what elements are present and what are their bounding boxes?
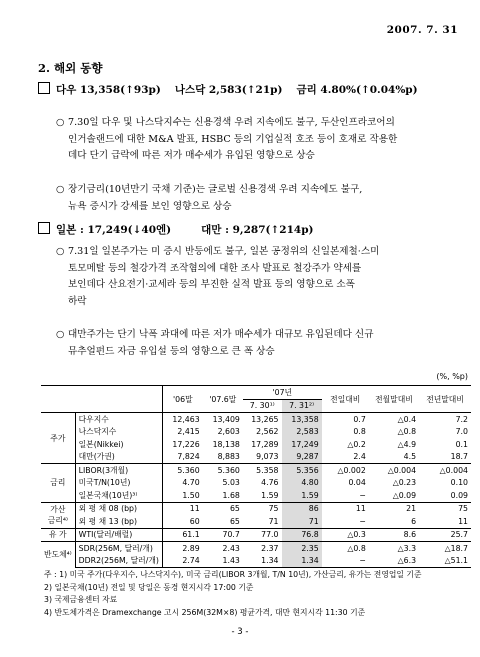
row-item-label: WTI(달러/배럴) <box>75 528 162 542</box>
table-cell: 1.34 <box>282 555 322 568</box>
table-row <box>41 451 471 464</box>
nasdaq-summary: 나스닥 2,583(↑21p) <box>174 84 283 96</box>
table-row <box>41 413 471 426</box>
paragraph-line: 뮤추얼펀드 자금 유입설 등의 영향으로 큰 폭 상승 <box>68 345 275 357</box>
table-cell: △0.09 <box>392 490 417 500</box>
rate-summary: 금리 4.80%(↑0.04%p) <box>296 84 418 96</box>
row-item-label: 나스닥지수 <box>75 426 162 439</box>
table-cell: 5.360 <box>162 464 202 477</box>
table-row <box>41 438 471 451</box>
taiwan-stock-paragraph <box>56 327 452 360</box>
table-cell: 21 <box>369 502 419 515</box>
table-cell: 2,603 <box>217 427 240 437</box>
table-cell: 1.59 <box>282 489 322 502</box>
table-cell: △51.1 <box>419 555 471 568</box>
table-cell: 0.8 <box>353 427 366 437</box>
table-row <box>41 477 471 490</box>
table-cell: 7.2 <box>419 413 471 426</box>
market-data-table <box>41 385 471 568</box>
table-cell: 2.74 <box>162 555 202 568</box>
table-cell: 0.1 <box>455 439 468 449</box>
table-cell: 1.34 <box>243 555 282 568</box>
table-cell: 8.6 <box>369 528 419 542</box>
table-cell: 0.10 <box>450 478 468 488</box>
table-cell: 11 <box>162 502 202 515</box>
row-item-label: DDR2(256M, 달러/개) <box>75 555 162 568</box>
japan-summary: 일본 : 17,249(↓40엔) <box>56 224 172 236</box>
taiwan-summary: 대만 : 9,287(↑214p) <box>201 224 314 236</box>
table-cell: 7,824 <box>177 452 200 462</box>
report-date: 2007. 7. 31 <box>386 24 458 36</box>
table-cell: 1.50 <box>182 490 200 500</box>
table-cell: 17,249 <box>282 438 322 451</box>
paragraph-line: 7.31일 일본주가는 미 증시 반등에도 불구, 일본 공정위의 신일본제철·스미 <box>68 246 380 257</box>
table-cell: 0.04 <box>348 478 366 488</box>
japan-stock-paragraph <box>56 244 452 310</box>
table-unit-label: (%, %p) <box>436 372 468 381</box>
checkbox-square-icon <box>38 222 50 234</box>
header-0706-end: '07.6말 <box>203 386 243 413</box>
table-cell: 71 <box>268 516 279 526</box>
footnote-line: 4) 반도체가격은 Dramexchange 고시 256M(32M×8) 평균가격, 대만 현지시각 11:30 기준 <box>44 607 366 617</box>
us-rate-paragraph <box>56 182 452 215</box>
section-title: 2. 해외 동향 <box>38 61 103 75</box>
table-row <box>41 489 471 502</box>
table-cell: 6 <box>411 516 417 526</box>
table-cell: △0.4 <box>369 413 419 426</box>
table-cell: 1.59 <box>261 490 279 500</box>
table-cell: 60 <box>189 516 200 526</box>
table-cell: △4.9 <box>397 439 417 449</box>
table-cell: 5.360 <box>203 464 243 477</box>
header-month-change: 전월말대비 <box>369 386 419 413</box>
table-cell: 0.09 <box>450 490 468 500</box>
table-cell: 0.7 <box>322 413 369 426</box>
table-row <box>41 515 471 528</box>
table-cell: 65 <box>229 516 240 526</box>
table-cell: 2.43 <box>203 542 243 555</box>
row-item-label: 대만(가권) <box>75 451 162 464</box>
table-cell: 18,138 <box>212 439 240 449</box>
table-cell: 5.03 <box>222 478 240 488</box>
row-item-label: 미국T/N(10년) <box>75 477 162 490</box>
table-cell: 17,226 <box>172 439 200 449</box>
table-cell: 4.80 <box>282 477 322 490</box>
dow-summary: 다우 13,358(↑93p) <box>56 84 161 96</box>
footnote-line: 3) 국제금융센터 자료 <box>44 595 118 604</box>
row-item-label: 외 평 채 13 (bp) <box>75 515 162 528</box>
row-category: 반도체⁴⁾ <box>41 542 75 568</box>
us-stock-paragraph <box>56 115 452 165</box>
row-item-label: 일본국채(10년)³⁾ <box>75 489 162 502</box>
table-cell: 11 <box>458 516 468 526</box>
table-cell: 75 <box>419 502 471 515</box>
table-cell: 17,289 <box>251 439 279 449</box>
row-category: 가산 금리⁴⁾ <box>41 502 75 528</box>
header-year-change: 전년말대비 <box>419 386 471 413</box>
table-cell: 5.356 <box>282 464 322 477</box>
table-row <box>41 542 471 555</box>
table-cell: − <box>322 555 369 568</box>
table-cell: 76.8 <box>282 528 322 542</box>
table-footnotes <box>44 569 421 619</box>
asia-market-heading <box>38 222 314 237</box>
table-cell: − <box>359 516 366 526</box>
table-cell: 77.0 <box>243 528 282 542</box>
table-cell: 1.43 <box>203 555 243 568</box>
table-cell: △6.3 <box>369 555 419 568</box>
row-item-label: LIBOR(3개월) <box>75 464 162 477</box>
table-row <box>41 502 471 515</box>
paragraph-line: 대만주가는 단기 낙폭 과대에 따른 저가 매수세가 대규모 유입된데다 신규 <box>68 329 374 340</box>
table-row <box>41 555 471 568</box>
table-cell: 70.7 <box>203 528 243 542</box>
table-cell: △0.23 <box>392 478 417 488</box>
footnote-line: 주 : 1) 미국 주가(다우지수, 나스닥지수), 미국 금리(LIBOR 3개월, T/N 10년), 가산금리, 유가는 전영업일 기준 <box>44 570 422 579</box>
circle-bullet-icon: ○ <box>56 329 65 340</box>
paragraph-line: 뉴욕 증시가 강세를 보인 영향으로 상승 <box>68 200 232 212</box>
us-market-heading <box>38 82 418 97</box>
table-cell: 18.7 <box>450 452 468 462</box>
table-cell: 2,415 <box>177 427 200 437</box>
table-cell: 86 <box>282 502 322 515</box>
table-cell: 61.1 <box>162 528 202 542</box>
paragraph-line: 인거솔랜드에 대한 M&A 발표, HSBC 등의 기업실적 호조 등이 호재로 작용한 <box>68 133 398 145</box>
table-cell: 71 <box>282 515 322 528</box>
header-jul30: 7. 30¹⁾ <box>249 401 275 411</box>
table-cell: △0.004 <box>369 464 419 477</box>
paragraph-line: 데다 단기 급락에 따른 저가 매수세가 유입된 영향으로 상승 <box>68 150 315 161</box>
paragraph-line: 보인데다 산요전기·교세라 등의 부진한 실적 발표 등의 영향으로 소폭 <box>68 279 355 290</box>
header-2007-group: '07년 <box>243 386 322 400</box>
table-cell: 2,583 <box>282 426 322 439</box>
table-cell: 4.5 <box>403 452 417 462</box>
table-cell: △0.3 <box>322 528 369 542</box>
row-item-label: 일본(Nikkei) <box>75 438 162 451</box>
table-cell: 2,562 <box>256 427 279 437</box>
table-cell: △0.2 <box>347 439 366 449</box>
table-cell: 9,287 <box>282 451 322 464</box>
table-cell: 13,265 <box>243 413 282 426</box>
header-day-change: 전일대비 <box>322 386 369 413</box>
table-cell: △3.3 <box>369 542 419 555</box>
row-item-label: 다우지수 <box>75 413 162 426</box>
table-cell: − <box>359 490 366 500</box>
paragraph-line: 토모메탈 등의 철강가격 조작혐의에 대한 조사 발표로 철강주가 약세를 <box>68 262 362 274</box>
paragraph-line: 장기금리(10년만기 국채 기준)는 글로벌 신용경색 우려 지속에도 불구, <box>68 184 363 195</box>
row-item-label: SDR(256M, 달러/개) <box>75 542 162 555</box>
table-cell: 2.35 <box>282 542 322 555</box>
table-cell: 13,409 <box>203 413 243 426</box>
table-cell: 2.37 <box>243 542 282 555</box>
circle-bullet-icon: ○ <box>56 184 65 195</box>
table-row <box>41 528 471 542</box>
paragraph-line: 7.30일 다우 및 나스닥지수는 신용경색 우려 지속에도 불구, 두산인프라코어의 <box>68 117 395 128</box>
table-cell: 4.76 <box>261 478 279 488</box>
row-item-label: 외 평 채 08 (bp) <box>75 502 162 515</box>
row-category: 유 가 <box>41 528 75 542</box>
table-row <box>41 426 471 439</box>
table-cell: 13,358 <box>282 413 322 426</box>
table-cell: △18.7 <box>419 542 471 555</box>
table-cell: 9,073 <box>256 452 279 462</box>
table-cell: 2.4 <box>353 452 366 462</box>
page-number: - 3 - <box>231 627 249 637</box>
table-cell: 4.70 <box>182 478 200 488</box>
table-cell: △0.002 <box>322 464 369 477</box>
table-cell: 1.68 <box>222 490 240 500</box>
table-cell: △0.8 <box>397 427 417 437</box>
table-cell: 2.89 <box>162 542 202 555</box>
table-cell: 65 <box>203 502 243 515</box>
table-cell: 7.0 <box>455 427 468 437</box>
table-row <box>41 464 471 477</box>
circle-bullet-icon: ○ <box>56 246 65 257</box>
table-cell: △0.004 <box>419 464 471 477</box>
table-cell: 8,883 <box>217 452 240 462</box>
table-cell: 75 <box>243 502 282 515</box>
table-header-row <box>41 386 471 400</box>
paragraph-line: 하락 <box>68 295 87 307</box>
header-jul31: 7. 31²⁾ <box>282 399 322 413</box>
table-cell: 25.7 <box>419 528 471 542</box>
circle-bullet-icon: ○ <box>56 117 65 128</box>
table-cell: △0.8 <box>322 542 369 555</box>
table-cell: 11 <box>322 502 369 515</box>
table-cell: 5.358 <box>243 464 282 477</box>
row-category: 주가 <box>41 413 75 464</box>
table-cell: 12,463 <box>162 413 202 426</box>
checkbox-square-icon <box>38 82 50 94</box>
header-06-end: '06말 <box>162 386 202 413</box>
footnote-line: 2) 일본국채(10년) 전일 및 당일은 동경 현지시각 17:00 기준 <box>44 582 254 592</box>
row-category: 금리 <box>41 464 75 503</box>
